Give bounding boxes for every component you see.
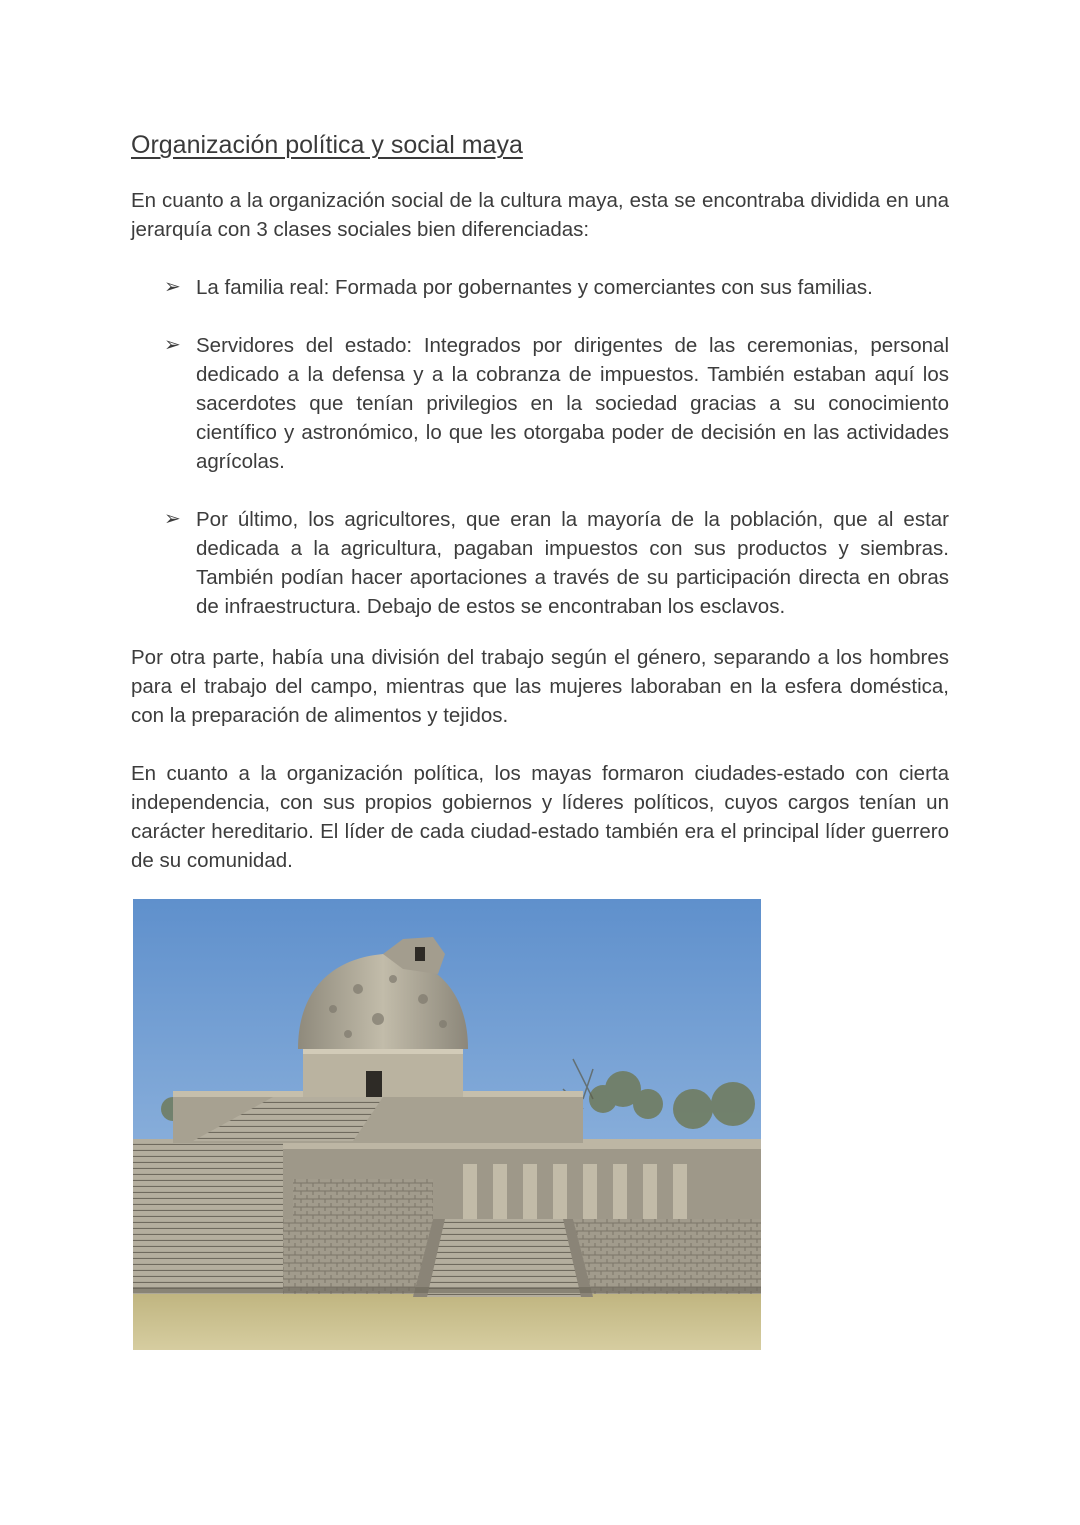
list-item-text: La familia real: Formada por gobernantes y comerciantes con sus familias. [196, 276, 873, 299]
list-item [131, 273, 949, 302]
intro-paragraph: En cuanto a la organización social de la cultura maya, esta se encontraba dividida en una jerarquía con 3 clases sociales bien diferenciadas: [131, 189, 949, 241]
politics-paragraph: En cuanto a la organización política, los mayas formaron ciudades-estado con cierta independencia, con sus propios gobiernos y líderes políticos, cuyos cargos tenían un carácter hereditario. El líder de cada ciudad-estado también era el principal líder guerrero de su comunidad. [131, 762, 949, 872]
list-item [131, 505, 949, 621]
maya-observatory-photo [133, 899, 761, 1350]
arrow-bullet-icon: ➢ [164, 276, 181, 298]
list-item [131, 331, 949, 476]
list-item-text: Servidores del estado: Integrados por dirigentes de las ceremonias, personal dedicado a la defensa y a la cobranza de impuestos. También estaban aquí los sacerdotes que tenían privilegios en la sociedad gracias a su conocimiento científico y astronómico, lo que les otorgaba poder de decisión en las actividades agrícolas. [196, 334, 949, 473]
document-page [131, 128, 949, 875]
arrow-bullet-icon: ➢ [164, 334, 181, 356]
arrow-bullet-icon: ➢ [164, 508, 181, 530]
social-classes-list [131, 273, 949, 621]
list-item-text: Por último, los agricultores, que eran la mayoría de la población, que al estar dedicada a la agricultura, pagaban impuestos con sus productos y siembras. También podían hacer aportaciones a través de su participación directa en obras de infraestructura. Debajo de estos se encontraban los esclavos. [196, 508, 949, 618]
gender-paragraph: Por otra parte, había una división del trabajo según el género, separando a los hombres para el trabajo del campo, mientras que las mujeres laboraban en la esfera doméstica, con la preparación de alimentos y tejidos. [131, 646, 949, 727]
page-title: Organización política y social maya [131, 131, 523, 159]
